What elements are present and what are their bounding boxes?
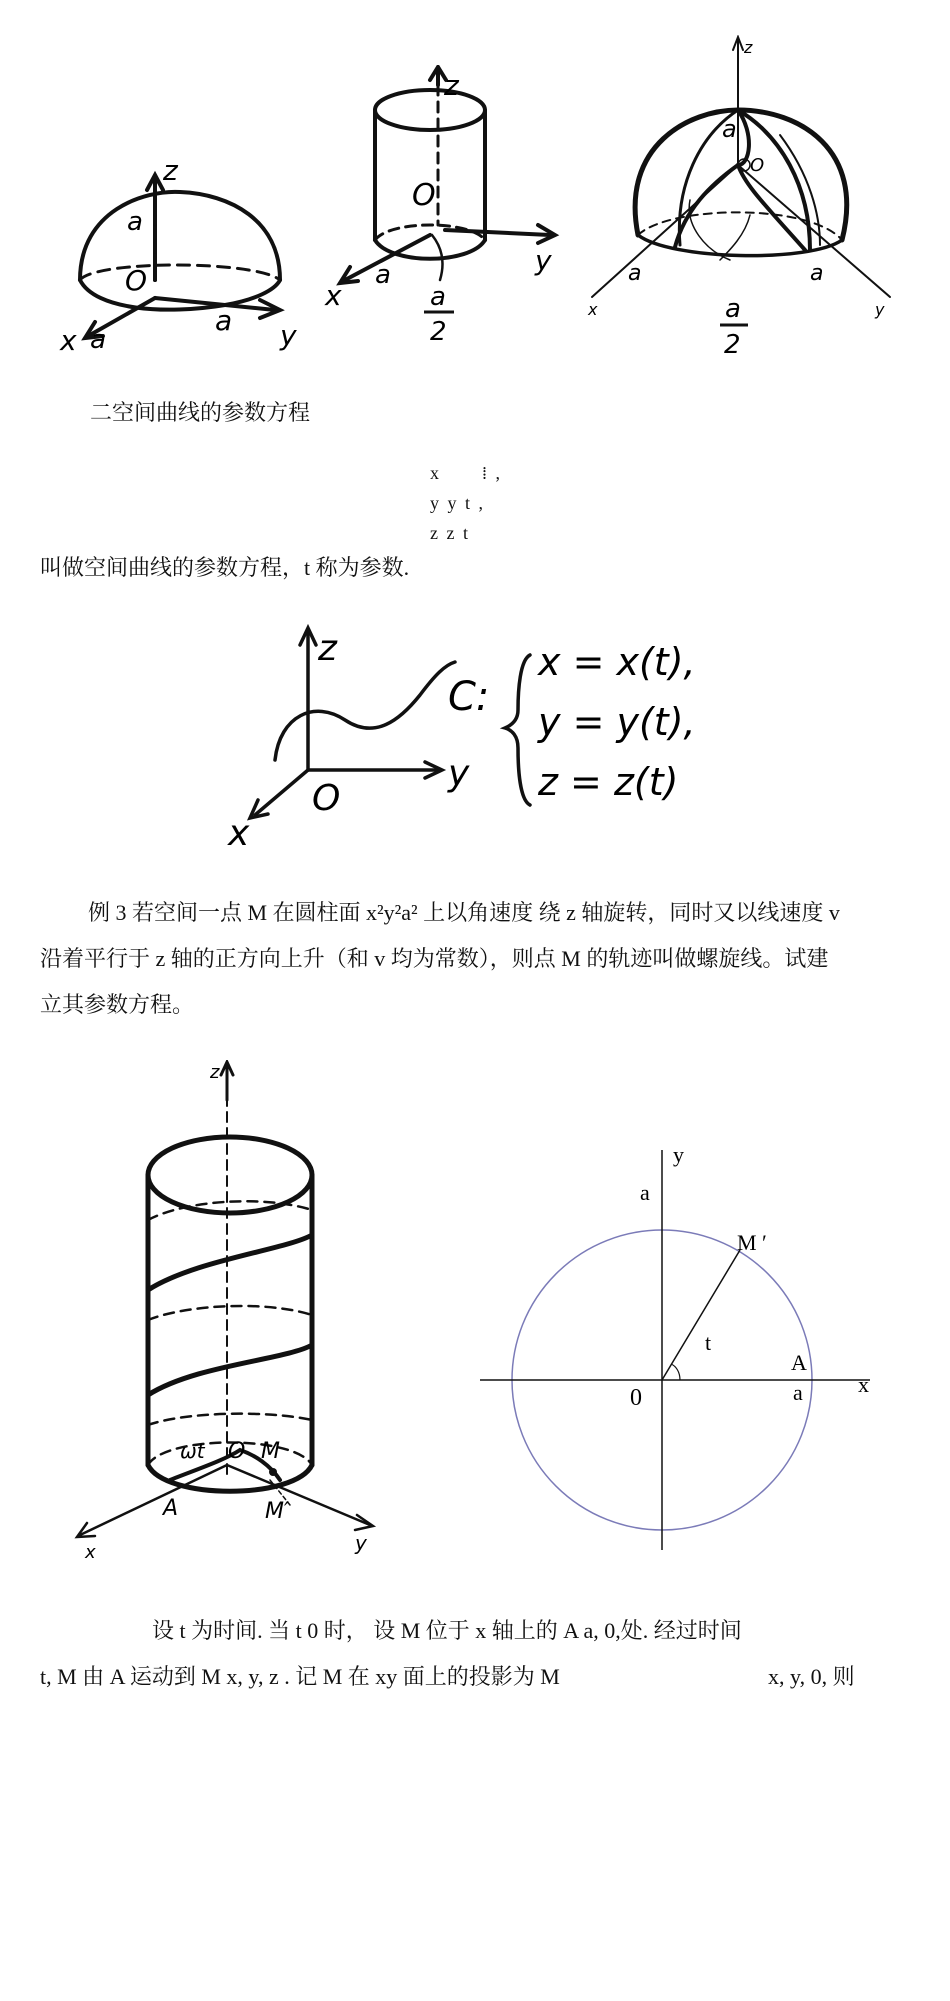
circle-a-top-label: a <box>640 1180 650 1205</box>
curve-eq-z: z = z(t) <box>538 760 679 804</box>
curve-y-label: y <box>448 753 470 794</box>
sphere-o-label: O <box>750 155 765 176</box>
helix-a-label: A <box>163 1496 179 1521</box>
circle-origin-label: 0 <box>630 1385 642 1411</box>
param-row-3: z z t <box>430 523 471 543</box>
hemisphere-a-right-label: a <box>215 304 233 337</box>
cylinder-x-label: x <box>325 279 342 312</box>
sphere-a-right-label: a <box>810 261 824 286</box>
sphere-z-label: z <box>744 38 753 57</box>
example3-line-1: 例 3 若空间一点 M 在圆柱面 x²y²a² 上以角速度 绕 z 轴旋转，同时又以线速度 v <box>88 900 840 925</box>
cylinder-y-label: y <box>535 244 552 277</box>
hemisphere-a-top-label: a <box>127 207 143 237</box>
setup-line-2-left: t, M 由 A 运动到 M x, y, z . 记 M 在 xy 面上的投影为 M <box>40 1664 560 1689</box>
circle-a-right-label: a <box>793 1380 803 1405</box>
figure-cylinder <box>320 65 570 360</box>
helix-z-label: z <box>210 1062 220 1083</box>
setup-paragraph <box>40 1608 920 1700</box>
sphere-half-numerator: a <box>725 294 741 324</box>
param-caption: 叫做空间曲线的参数方程，t 称为参数. <box>40 555 410 580</box>
figure-hemisphere <box>55 150 315 360</box>
curve-eq-x: x = x(t), <box>538 640 696 684</box>
curve-c-label: C: <box>448 674 490 720</box>
helix-wt-label: ωt <box>180 1439 205 1463</box>
sphere-half-denominator: 2 <box>724 330 741 360</box>
helix-y-label: y <box>355 1531 367 1555</box>
hemisphere-a-left-label: a <box>90 325 106 355</box>
hemisphere-y-label: y <box>280 319 297 352</box>
curve-eq-y: y = y(t), <box>538 700 696 744</box>
setup-line-2-right: x, y, 0, 则 <box>768 1664 855 1689</box>
circle-angle-arc <box>671 1364 680 1380</box>
curve-o-label: O <box>312 778 341 819</box>
sphere-x-label: x <box>588 300 598 319</box>
param-row-2: y y t , <box>430 493 486 513</box>
cylinder-o-label: O <box>412 178 436 213</box>
example3-paragraph <box>40 890 920 1028</box>
param-row-1: x ⁞ , <box>430 463 503 483</box>
curve-z-label: z <box>318 628 337 669</box>
circle-x-label: x <box>858 1372 869 1397</box>
cylinder-z-label: z <box>444 69 459 102</box>
sphere-y-label: y <box>875 300 885 319</box>
helix-x-label: x <box>85 1542 96 1560</box>
helix-point-m <box>269 1468 277 1476</box>
hemisphere-o-label: O <box>125 264 148 297</box>
circle-a-point-label: A <box>791 1350 807 1375</box>
sphere-a-left-label: a <box>628 261 642 286</box>
section2-title: 二空间曲线的参数方程 <box>90 400 311 425</box>
figure-space-curve <box>220 620 740 860</box>
setup-line-2 <box>40 1654 920 1700</box>
circle-t-label: t <box>705 1330 712 1355</box>
circle-y-label: y <box>673 1142 684 1167</box>
helix-o-label: O <box>228 1439 246 1464</box>
circle-radius <box>662 1250 740 1380</box>
setup-line-1: 设 t 为时间. 当 t 0 时， 设 M 位于 x 轴上的 A a, 0,处. 经过时间 <box>152 1618 742 1643</box>
example3-line-2: 沿着平行于 z 轴的正方向上升（和 v 均为常数），则点 M 的轨迹叫做螺旋线。试建 <box>40 946 829 971</box>
example3-line-3: 立其参数方程。 <box>40 992 195 1017</box>
circle-mprime-label: M ′ <box>737 1230 767 1255</box>
cylinder-half-numerator: a <box>430 282 446 312</box>
figure-sphere-section <box>580 35 900 360</box>
hemisphere-z-label: z <box>163 154 178 187</box>
hemisphere-x-label: x <box>60 324 77 357</box>
helix-m-label: M <box>261 1439 280 1464</box>
curve-x-label: x <box>228 813 250 854</box>
figure-circle <box>475 1140 895 1560</box>
sphere-a-top-label: a <box>722 115 737 143</box>
cylinder-a-label: a <box>375 260 391 290</box>
cylinder-half-denominator: 2 <box>430 317 447 347</box>
helix-mprime-label: M′ <box>265 1499 289 1524</box>
param-system <box>430 458 502 548</box>
figure-helix <box>65 1060 395 1560</box>
